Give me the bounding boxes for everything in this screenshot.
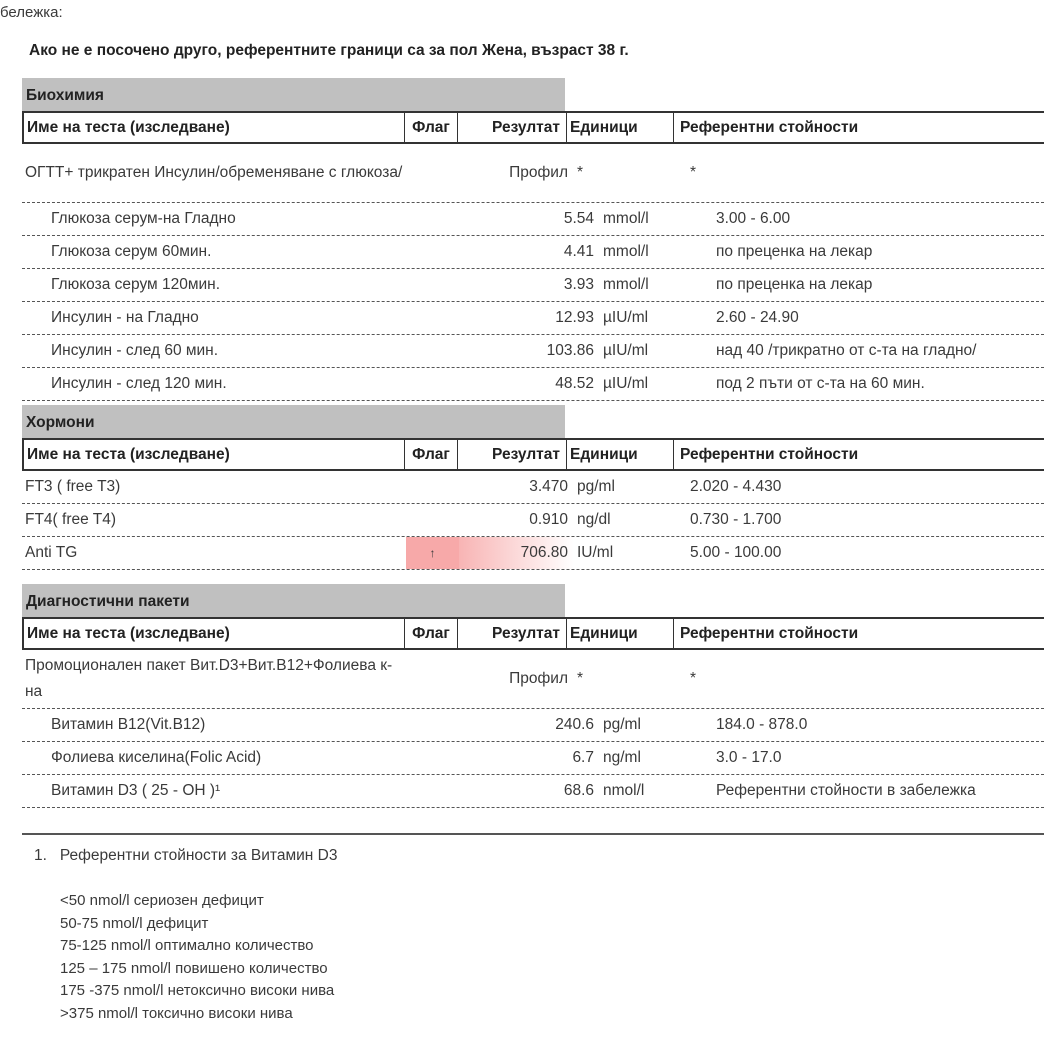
table-header: [22, 438, 1044, 471]
section-title: Диагностични пакети: [22, 584, 565, 617]
header-flag: Флаг: [405, 440, 458, 469]
units-cell: *: [577, 670, 584, 687]
units-cell: IU/ml: [577, 544, 614, 561]
table-header: [22, 111, 1044, 144]
table-header: [22, 617, 1044, 650]
units-cell: mmol/l: [603, 243, 649, 260]
ref-cell: 2.020 - 4.430: [690, 478, 782, 495]
ref-cell: 3.00 - 6.00: [716, 210, 791, 227]
table-row: [22, 203, 1044, 236]
test-name: Промоционален пакет Вит.D3+Вит.B12+Фолиева к-на: [25, 657, 393, 700]
ref-cell: *: [690, 670, 697, 687]
result-cell: 706.80: [459, 537, 574, 569]
result-cell: 3.93: [563, 276, 594, 293]
test-name: Фолиева киселина(Folic Acid): [51, 749, 262, 766]
test-name: Инсулин - на Гладно: [51, 309, 199, 326]
flag-cell: [432, 742, 485, 774]
table-row: [22, 335, 1044, 368]
result-cell: 240.6: [555, 716, 594, 733]
units-cell: mmol/l: [603, 276, 649, 293]
units-cell: µIU/ml: [603, 309, 649, 326]
units-cell: ng/dl: [577, 511, 611, 528]
ref-cell: *: [690, 164, 697, 181]
section-title: Биохимия: [22, 78, 565, 111]
result-cell: 0.910: [529, 511, 568, 528]
flag-cell: ↑: [406, 537, 459, 569]
ref-cell: над 40 /трикратно от с-та на гладно/: [716, 342, 977, 359]
ref-cell: по преценка на лекар: [716, 243, 873, 260]
table-row: [22, 709, 1044, 742]
header-name: Име на теста (изследване): [24, 619, 405, 648]
result-cell: 68.6: [563, 782, 594, 799]
test-name: Anti TG: [25, 544, 78, 561]
header-ref: Референтни стойности: [680, 446, 859, 463]
table-row: [22, 471, 1044, 504]
flag-cell: [432, 335, 485, 367]
flag-cell: [432, 368, 485, 400]
section-0: [22, 78, 1044, 401]
flag-cell: [406, 650, 459, 708]
header-result: Резултат: [458, 113, 567, 142]
flag-cell: [432, 709, 485, 741]
result-cell: Профил: [509, 164, 568, 181]
result-cell: 103.86: [546, 342, 594, 359]
units-cell: pg/ml: [577, 478, 615, 495]
test-name: Глюкоза серум-на Гладно: [51, 210, 236, 227]
flag-cell: [432, 269, 485, 301]
units-cell: µIU/ml: [603, 375, 649, 392]
reference-note: Ако не е посочено друго, референтните граници са за пол Жена, възраст 38 г.: [29, 42, 629, 59]
result-cell: 12.93: [555, 309, 594, 326]
units-cell: *: [577, 164, 584, 181]
table-row: [22, 269, 1044, 302]
ref-cell: 2.60 - 24.90: [716, 309, 799, 326]
header-units: Единици: [567, 440, 674, 469]
table-row: [22, 742, 1044, 775]
test-name: Инсулин - след 60 мин.: [51, 342, 219, 359]
test-name: Витамин D3 ( 25 - OH )¹: [51, 782, 221, 799]
note-label: бележка:: [0, 4, 63, 21]
footnote-line: >375 nmol/l токсично високи нива: [60, 1004, 293, 1022]
table-row: [22, 537, 1044, 570]
section-1: [22, 405, 1044, 570]
result-cell: 6.7: [572, 749, 594, 766]
result-cell: 4.41: [563, 243, 594, 260]
table-row: [22, 775, 1044, 808]
table-row: [22, 302, 1044, 335]
test-name: FT4( free T4): [25, 511, 117, 528]
header-result: Резултат: [458, 619, 567, 648]
result-cell: 3.470: [529, 478, 568, 495]
footnote-line: 125 – 175 nmol/l повишено количество: [60, 959, 328, 977]
table-row: [22, 236, 1044, 269]
units-cell: µIU/ml: [603, 342, 649, 359]
ref-cell: 3.0 - 17.0: [716, 749, 782, 766]
footnote-lines: [60, 890, 334, 1025]
flag-cell: [406, 144, 459, 202]
test-name: ОГТТ+ трикратен Инсулин/обременяване с глюкоза/: [25, 164, 403, 181]
section-title: Хормони: [22, 405, 565, 438]
section-2: [22, 584, 1044, 808]
test-name: Глюкоза серум 120мин.: [51, 276, 221, 293]
table-row: [22, 504, 1044, 537]
flag-cell: [406, 504, 459, 536]
ref-cell: по преценка на лекар: [716, 276, 873, 293]
header-flag: Флаг: [405, 619, 458, 648]
table-row: [22, 650, 1044, 709]
header-ref: Референтни стойности: [680, 625, 859, 642]
test-name: FT3 ( free T3): [25, 478, 121, 495]
result-cell: 48.52: [555, 375, 594, 392]
flag-cell: [432, 302, 485, 334]
flag-cell: [432, 775, 485, 807]
footnote-title: 1. Референтни стойности за Витамин D3: [34, 847, 338, 864]
ref-cell: 5.00 - 100.00: [690, 544, 782, 561]
flag-cell: [432, 236, 485, 268]
flag-cell: [432, 203, 485, 235]
units-cell: pg/ml: [603, 716, 641, 733]
header-units: Единици: [567, 113, 674, 142]
header-result: Резултат: [458, 440, 567, 469]
footnote-line: 75-125 nmol/l оптимално количество: [60, 937, 314, 954]
header-name: Име на теста (изследване): [24, 113, 405, 142]
ref-cell: 0.730 - 1.700: [690, 511, 782, 528]
units-cell: nmol/l: [603, 782, 645, 799]
header-units: Единици: [567, 619, 674, 648]
test-name: Глюкоза серум 60мин.: [51, 243, 212, 260]
ref-cell: под 2 пъти от с-та на 60 мин.: [716, 375, 925, 392]
footnote-line: 175 -375 nmol/l нетоксично високи нива: [60, 982, 335, 999]
units-cell: mmol/l: [603, 210, 649, 227]
ref-cell: Референтни стойности в забележка: [716, 782, 976, 799]
footnote: [22, 833, 1044, 1022]
footnote-line: <50 nmol/l сериозен дефицит: [60, 892, 264, 909]
test-name: Инсулин - след 120 мин.: [51, 375, 227, 392]
header-ref: Референтни стойности: [680, 119, 859, 136]
ref-cell: 184.0 - 878.0: [716, 716, 808, 733]
result-cell: Профил: [509, 670, 568, 687]
units-cell: ng/ml: [603, 749, 641, 766]
test-name: Витамин B12(Vit.B12): [51, 716, 206, 733]
footnote-line: 50-75 nmol/l дефицит: [60, 914, 209, 932]
flag-cell: [406, 471, 459, 503]
result-cell: 5.54: [563, 210, 594, 227]
header-name: Име на теста (изследване): [24, 440, 405, 469]
header-flag: Флаг: [405, 113, 458, 142]
table-row: [22, 368, 1044, 401]
table-row: [22, 144, 1044, 203]
